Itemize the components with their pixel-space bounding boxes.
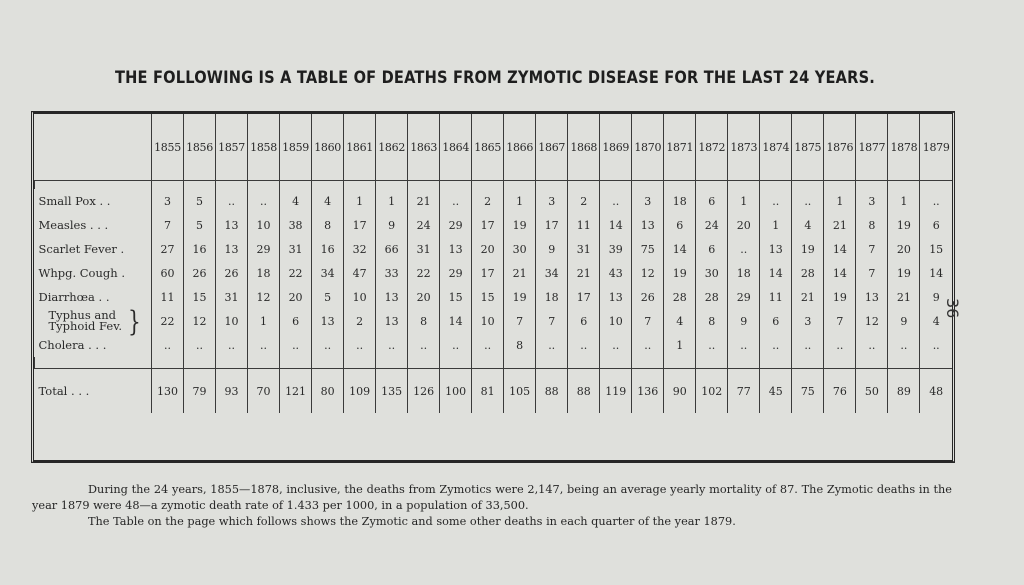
year-header: 1876 bbox=[824, 114, 856, 181]
table-cell: 13 bbox=[312, 309, 344, 333]
total-cell: 89 bbox=[888, 369, 920, 413]
row-label bbox=[35, 304, 152, 338]
table-cell: 22 bbox=[152, 309, 184, 333]
table-cell: 8 bbox=[312, 213, 344, 237]
table-cell: .. bbox=[632, 333, 664, 357]
table-cell: 13 bbox=[856, 285, 888, 309]
table-cell: 33 bbox=[376, 261, 408, 285]
footer-paragraph-1: During the 24 years, 1855—1878, inclusive, the deaths from Zymotics were 2,147, being an average yearly mortality of 87. The Zymotic deaths in the year 1879 were 48—a zymotic death rate of 1.433 per 1000, in a population of 33,500. bbox=[32, 483, 952, 512]
table-cell: .. bbox=[792, 333, 824, 357]
total-cell: 121 bbox=[280, 369, 312, 413]
total-cell: 102 bbox=[696, 369, 728, 413]
page-number: 36 bbox=[943, 298, 962, 319]
table-cell: 8 bbox=[408, 309, 440, 333]
table-cell: 13 bbox=[600, 285, 632, 309]
rule-row bbox=[35, 181, 953, 190]
rule-row bbox=[35, 357, 953, 369]
table-cell: 3 bbox=[152, 189, 184, 213]
table-cell: 60 bbox=[152, 261, 184, 285]
table-cell: 10 bbox=[600, 309, 632, 333]
year-header: 1871 bbox=[664, 114, 696, 181]
table-cell: 10 bbox=[248, 213, 280, 237]
total-cell: 48 bbox=[920, 369, 952, 413]
table-cell: 7 bbox=[536, 309, 568, 333]
row-label: Diarrhœa . . bbox=[35, 285, 152, 309]
year-header: 1869 bbox=[600, 114, 632, 181]
table-cell: 43 bbox=[600, 261, 632, 285]
table-cell: 16 bbox=[184, 237, 216, 261]
table-cell: .. bbox=[312, 333, 344, 357]
table-cell: 19 bbox=[792, 237, 824, 261]
table-cell: 31 bbox=[216, 285, 248, 309]
table-cell: 14 bbox=[920, 261, 952, 285]
table-cell: 13 bbox=[376, 309, 408, 333]
table-cell: 2 bbox=[568, 189, 600, 213]
table-cell: 1 bbox=[760, 213, 792, 237]
year-header: 1859 bbox=[280, 114, 312, 181]
table-cell: 21 bbox=[888, 285, 920, 309]
table-cell: 29 bbox=[728, 285, 760, 309]
table-cell: 18 bbox=[664, 189, 696, 213]
table-cell: .. bbox=[344, 333, 376, 357]
table-cell: .. bbox=[184, 333, 216, 357]
table-cell: 1 bbox=[344, 189, 376, 213]
table-cell: 14 bbox=[760, 261, 792, 285]
table-cell: 6 bbox=[280, 309, 312, 333]
table-cell: 28 bbox=[792, 261, 824, 285]
table-cell: 14 bbox=[664, 237, 696, 261]
table-cell: 34 bbox=[312, 261, 344, 285]
table-cell: 11 bbox=[760, 285, 792, 309]
table-cell: .. bbox=[568, 333, 600, 357]
table-cell: 3 bbox=[792, 309, 824, 333]
table-cell: 12 bbox=[856, 309, 888, 333]
table-cell: 47 bbox=[344, 261, 376, 285]
header-corner bbox=[35, 114, 152, 181]
table-cell: .. bbox=[600, 189, 632, 213]
table-cell: 5 bbox=[184, 189, 216, 213]
table-cell: 21 bbox=[504, 261, 536, 285]
table-cell: 24 bbox=[696, 213, 728, 237]
year-header: 1866 bbox=[504, 114, 536, 181]
table-cell: 7 bbox=[856, 261, 888, 285]
table-cell: 14 bbox=[824, 261, 856, 285]
table-cell: 17 bbox=[568, 285, 600, 309]
table-cell: .. bbox=[728, 333, 760, 357]
table-cell: 10 bbox=[216, 309, 248, 333]
table-cell: .. bbox=[536, 333, 568, 357]
year-header: 1870 bbox=[632, 114, 664, 181]
total-cell: 80 bbox=[312, 369, 344, 413]
table-cell: 4 bbox=[312, 189, 344, 213]
total-cell: 70 bbox=[248, 369, 280, 413]
table-cell: 34 bbox=[536, 261, 568, 285]
table-cell: .. bbox=[248, 333, 280, 357]
table-cell: 17 bbox=[472, 213, 504, 237]
table-cell: 6 bbox=[696, 189, 728, 213]
table-cell: 1 bbox=[824, 189, 856, 213]
table-cell: 8 bbox=[504, 333, 536, 357]
row-label: Cholera . . . bbox=[35, 333, 152, 357]
table-cell: 9 bbox=[888, 309, 920, 333]
table-cell: 31 bbox=[280, 237, 312, 261]
table-cell: .. bbox=[920, 333, 952, 357]
year-header: 1875 bbox=[792, 114, 824, 181]
table-cell: 9 bbox=[920, 285, 952, 309]
table-cell: 17 bbox=[536, 213, 568, 237]
table-cell: 3 bbox=[856, 189, 888, 213]
table-cell: 21 bbox=[824, 213, 856, 237]
table-cell: 28 bbox=[664, 285, 696, 309]
table-cell: 3 bbox=[632, 189, 664, 213]
table-row bbox=[35, 261, 953, 285]
total-cell: 81 bbox=[472, 369, 504, 413]
year-header: 1879 bbox=[920, 114, 952, 181]
table-cell: 30 bbox=[696, 261, 728, 285]
table-cell: 10 bbox=[344, 285, 376, 309]
table-cell: 15 bbox=[440, 285, 472, 309]
total-cell: 130 bbox=[152, 369, 184, 413]
table-row bbox=[35, 309, 953, 333]
table-cell: 4 bbox=[280, 189, 312, 213]
table-cell: 20 bbox=[472, 237, 504, 261]
table-cell: 18 bbox=[248, 261, 280, 285]
table-cell: 26 bbox=[184, 261, 216, 285]
table-cell: .. bbox=[792, 189, 824, 213]
table-cell: 31 bbox=[408, 237, 440, 261]
table-cell: 22 bbox=[408, 261, 440, 285]
table-cell: .. bbox=[760, 189, 792, 213]
table-row bbox=[35, 213, 953, 237]
total-cell: 88 bbox=[536, 369, 568, 413]
total-cell: 45 bbox=[760, 369, 792, 413]
year-header: 1864 bbox=[440, 114, 472, 181]
total-cell: 79 bbox=[184, 369, 216, 413]
table-cell: 1 bbox=[504, 189, 536, 213]
table-cell: 15 bbox=[920, 237, 952, 261]
table-cell: .. bbox=[920, 189, 952, 213]
table-cell: 28 bbox=[696, 285, 728, 309]
year-header: 1857 bbox=[216, 114, 248, 181]
total-cell: 50 bbox=[856, 369, 888, 413]
year-header: 1863 bbox=[408, 114, 440, 181]
table-cell: .. bbox=[472, 333, 504, 357]
table-cell: .. bbox=[152, 333, 184, 357]
year-header: 1860 bbox=[312, 114, 344, 181]
table-cell: 29 bbox=[440, 261, 472, 285]
table-cell: 3 bbox=[536, 189, 568, 213]
total-cell: 77 bbox=[728, 369, 760, 413]
table-row bbox=[35, 333, 953, 357]
table-cell: 6 bbox=[920, 213, 952, 237]
brace-mark: } bbox=[128, 304, 141, 338]
year-header: 1872 bbox=[696, 114, 728, 181]
total-cell: 135 bbox=[376, 369, 408, 413]
table-cell: 4 bbox=[664, 309, 696, 333]
table-cell: 7 bbox=[824, 309, 856, 333]
table-cell: 10 bbox=[472, 309, 504, 333]
table-cell: 21 bbox=[408, 189, 440, 213]
table-cell: 20 bbox=[280, 285, 312, 309]
table-cell: 7 bbox=[856, 237, 888, 261]
table-cell: 6 bbox=[664, 213, 696, 237]
row-label: Small Pox . . bbox=[35, 189, 152, 213]
table-cell: 19 bbox=[504, 213, 536, 237]
table-cell: 16 bbox=[312, 237, 344, 261]
table-cell: 7 bbox=[504, 309, 536, 333]
table-cell: .. bbox=[216, 189, 248, 213]
table-cell: .. bbox=[824, 333, 856, 357]
row-label: Scarlet Fever . bbox=[35, 237, 152, 261]
year-header: 1873 bbox=[728, 114, 760, 181]
table-cell: 12 bbox=[632, 261, 664, 285]
table-cell: 18 bbox=[536, 285, 568, 309]
table-cell: 13 bbox=[216, 237, 248, 261]
table-cell: 38 bbox=[280, 213, 312, 237]
total-label: Total . . . bbox=[35, 369, 152, 413]
year-header: 1878 bbox=[888, 114, 920, 181]
table-cell: 5 bbox=[184, 213, 216, 237]
total-cell: 75 bbox=[792, 369, 824, 413]
table-cell: 17 bbox=[472, 261, 504, 285]
year-header: 1856 bbox=[184, 114, 216, 181]
table-cell: 9 bbox=[728, 309, 760, 333]
year-header: 1861 bbox=[344, 114, 376, 181]
total-cell: 119 bbox=[600, 369, 632, 413]
table-cell: 5 bbox=[312, 285, 344, 309]
table-cell: 20 bbox=[408, 285, 440, 309]
table-cell: 31 bbox=[568, 237, 600, 261]
table-row bbox=[35, 285, 953, 309]
table-cell: 9 bbox=[376, 213, 408, 237]
table-cell: 2 bbox=[472, 189, 504, 213]
table-cell: 19 bbox=[888, 213, 920, 237]
table-cell: 13 bbox=[440, 237, 472, 261]
year-header: 1867 bbox=[536, 114, 568, 181]
table-cell: 13 bbox=[216, 213, 248, 237]
year-header: 1862 bbox=[376, 114, 408, 181]
table-cell: 21 bbox=[792, 285, 824, 309]
table-cell: 14 bbox=[824, 237, 856, 261]
table-cell: .. bbox=[440, 189, 472, 213]
table-cell: 20 bbox=[728, 213, 760, 237]
year-header: 1868 bbox=[568, 114, 600, 181]
table-cell: 4 bbox=[920, 309, 952, 333]
table-cell: 8 bbox=[696, 309, 728, 333]
table-cell: 27 bbox=[152, 237, 184, 261]
table-cell: 1 bbox=[888, 189, 920, 213]
table-row bbox=[35, 189, 953, 213]
total-cell: 105 bbox=[504, 369, 536, 413]
table-cell: 19 bbox=[888, 261, 920, 285]
page-title: THE FOLLOWING IS A TABLE OF DEATHS FROM ZYMOTIC DISEASE FOR THE LAST 24 YEARS. bbox=[115, 68, 875, 88]
total-cell: 76 bbox=[824, 369, 856, 413]
table-row bbox=[35, 237, 953, 261]
table-cell: 1 bbox=[376, 189, 408, 213]
table-cell: 6 bbox=[696, 237, 728, 261]
deaths-table bbox=[34, 114, 952, 413]
table-cell: 19 bbox=[824, 285, 856, 309]
table-cell: 17 bbox=[344, 213, 376, 237]
table-cell: 13 bbox=[376, 285, 408, 309]
table-cell: 6 bbox=[760, 309, 792, 333]
year-header: 1855 bbox=[152, 114, 184, 181]
table-cell: 15 bbox=[472, 285, 504, 309]
table-cell: .. bbox=[888, 333, 920, 357]
footer-paragraph-2: The Table on the page which follows shows the Zymotic and some other deaths in each quarter of the year 1879. bbox=[88, 515, 736, 528]
table-cell: 2 bbox=[344, 309, 376, 333]
table-cell: 14 bbox=[600, 213, 632, 237]
table-cell: .. bbox=[696, 333, 728, 357]
table-cell: 1 bbox=[248, 309, 280, 333]
table-cell: 14 bbox=[440, 309, 472, 333]
table-cell: 7 bbox=[152, 213, 184, 237]
total-cell: 126 bbox=[408, 369, 440, 413]
table-cell: .. bbox=[856, 333, 888, 357]
table-cell: 30 bbox=[504, 237, 536, 261]
year-header-row bbox=[35, 114, 953, 181]
row-label-line: Typhus and bbox=[48, 308, 117, 322]
table-cell: .. bbox=[408, 333, 440, 357]
total-cell: 136 bbox=[632, 369, 664, 413]
table-cell: .. bbox=[760, 333, 792, 357]
table-cell: 32 bbox=[344, 237, 376, 261]
total-cell: 88 bbox=[568, 369, 600, 413]
table-cell: 11 bbox=[568, 213, 600, 237]
table-cell: 12 bbox=[184, 309, 216, 333]
table-cell: 29 bbox=[248, 237, 280, 261]
table-cell: 26 bbox=[216, 261, 248, 285]
table-cell: 13 bbox=[632, 213, 664, 237]
table-cell: .. bbox=[376, 333, 408, 357]
table-cell: 24 bbox=[408, 213, 440, 237]
total-cell: 100 bbox=[440, 369, 472, 413]
table-cell: 20 bbox=[888, 237, 920, 261]
row-label: Whpg. Cough . bbox=[35, 261, 152, 285]
total-cell: 90 bbox=[664, 369, 696, 413]
table-cell: 19 bbox=[504, 285, 536, 309]
year-header: 1858 bbox=[248, 114, 280, 181]
table-cell: .. bbox=[728, 237, 760, 261]
table-cell: 75 bbox=[632, 237, 664, 261]
table-cell: .. bbox=[600, 333, 632, 357]
year-header: 1874 bbox=[760, 114, 792, 181]
table-cell: 26 bbox=[632, 285, 664, 309]
total-cell: 93 bbox=[216, 369, 248, 413]
table-cell: 66 bbox=[376, 237, 408, 261]
year-header: 1877 bbox=[856, 114, 888, 181]
table-cell: 19 bbox=[664, 261, 696, 285]
footer-notes bbox=[32, 482, 952, 530]
table-cell: .. bbox=[280, 333, 312, 357]
row-label-line: Typhoid Fev. bbox=[48, 319, 122, 333]
table-cell: 13 bbox=[760, 237, 792, 261]
table-cell: 4 bbox=[792, 213, 824, 237]
table-cell: 21 bbox=[568, 261, 600, 285]
deaths-table-frame bbox=[31, 111, 955, 463]
table-cell: 1 bbox=[728, 189, 760, 213]
table-cell: 18 bbox=[728, 261, 760, 285]
total-row bbox=[35, 369, 953, 413]
total-cell: 109 bbox=[344, 369, 376, 413]
table-cell: 1 bbox=[664, 333, 696, 357]
table-cell: .. bbox=[248, 189, 280, 213]
table-cell: 6 bbox=[568, 309, 600, 333]
table-cell: 15 bbox=[184, 285, 216, 309]
table-cell: 39 bbox=[600, 237, 632, 261]
table-cell: 8 bbox=[856, 213, 888, 237]
table-cell: 11 bbox=[152, 285, 184, 309]
table-cell: 12 bbox=[248, 285, 280, 309]
table-cell: .. bbox=[216, 333, 248, 357]
table-cell: 9 bbox=[536, 237, 568, 261]
table-cell: .. bbox=[440, 333, 472, 357]
row-label: Measles . . . bbox=[35, 213, 152, 237]
year-header: 1865 bbox=[472, 114, 504, 181]
table-cell: 7 bbox=[632, 309, 664, 333]
table-cell: 29 bbox=[440, 213, 472, 237]
table-cell: 22 bbox=[280, 261, 312, 285]
